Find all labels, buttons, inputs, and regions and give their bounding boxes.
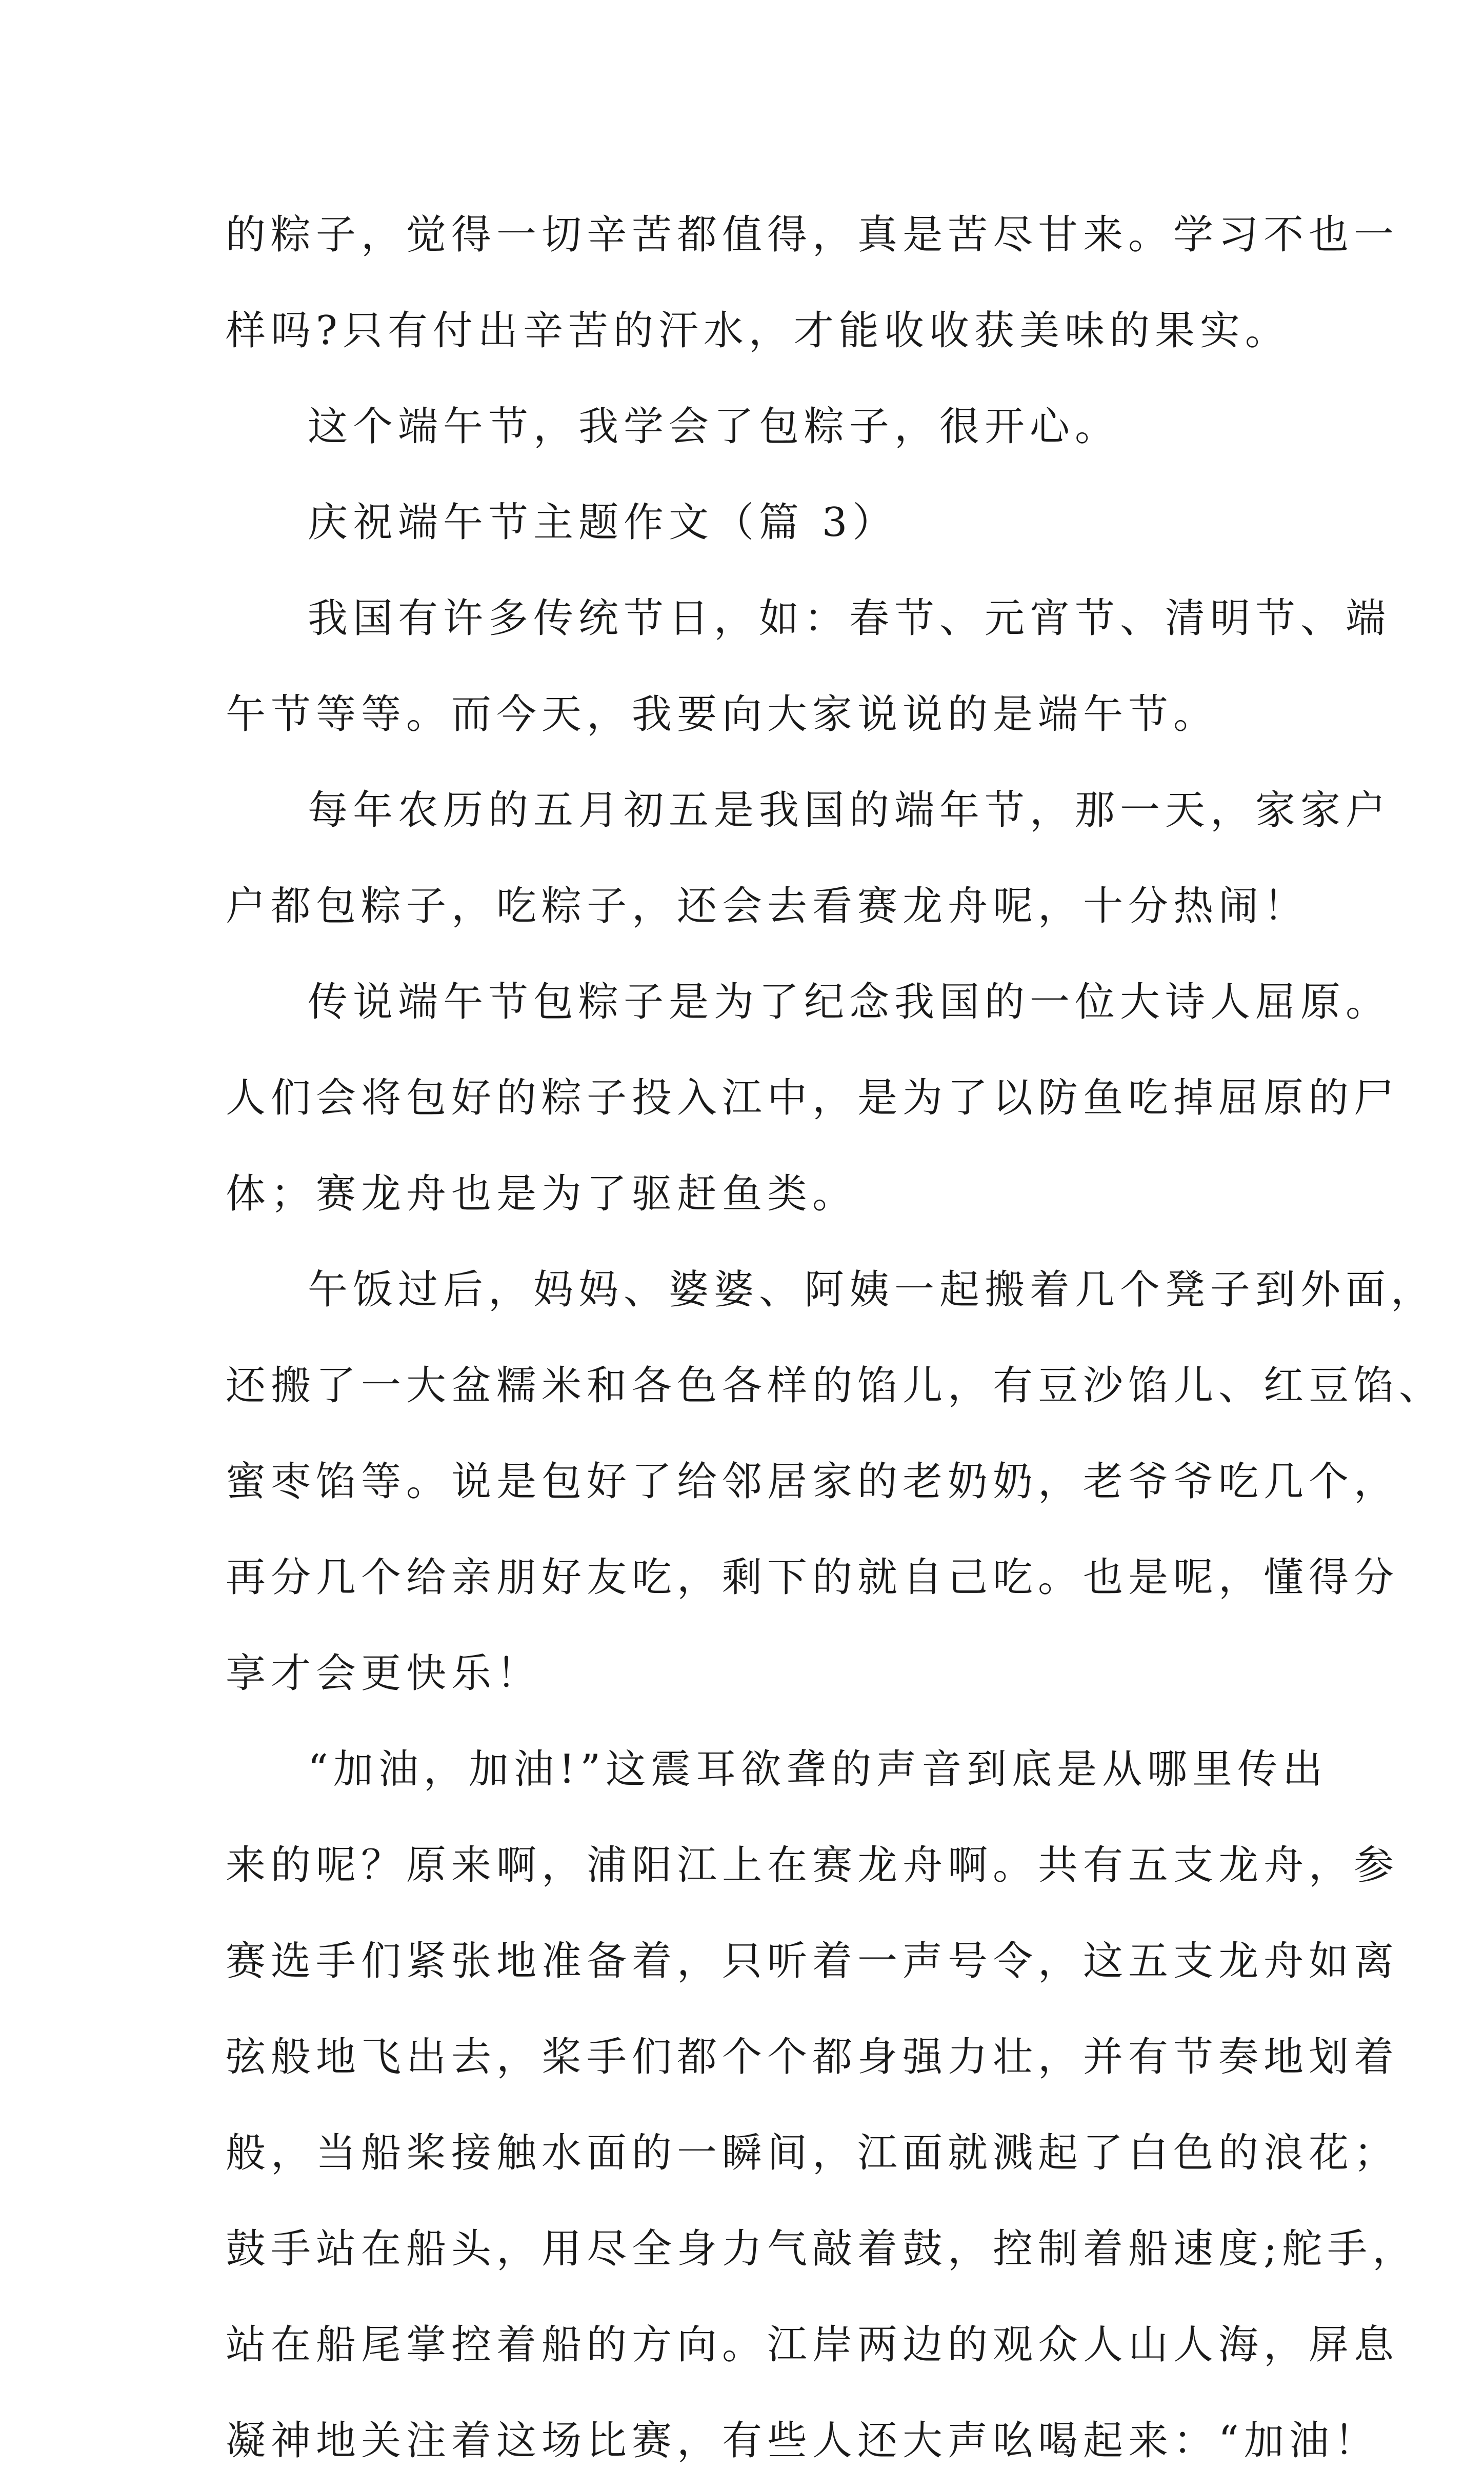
text-line: 站在船尾掌控着船的方向。江岸两边的观众人山人海，屏息 <box>226 2322 1399 2368</box>
paragraph-start-line: 午饭过后，妈妈、婆婆、阿姨一起搬着几个凳子到外面， <box>308 1267 1436 1313</box>
text-line: 鼓手站在船头，用尽全身力气敲着鼓，控制着船速度;舵手， <box>226 2226 1418 2272</box>
paragraph-start-line: 每年农历的五月初五是我国的端年节，那一天，家家户 <box>308 787 1391 833</box>
text-line: 午节等等。而今天，我要向大家说说的是端午节。 <box>226 691 1219 738</box>
section-heading: 庆祝端午节主题作文（篇 3） <box>308 500 898 546</box>
paragraph-start-line: 我国有许多传统节日，如：春节、元宵节、清明节、端 <box>308 595 1391 642</box>
text-line: 般，当船桨接触水面的一瞬间，江面就溅起了白色的浪花； <box>226 2130 1399 2176</box>
document-body <box>226 187 1445 2489</box>
text-line: 赛选手们紧张地准备着，只听着一声号令，这五支龙舟如离 <box>226 1938 1399 1984</box>
text-line: 再分几个给亲朋好友吃，剩下的就自己吃。也是呢，懂得分 <box>226 1555 1399 1601</box>
text-line: 享才会更快乐！ <box>226 1650 542 1697</box>
text-line: 体；赛龙舟也是为了驱赶鱼类。 <box>226 1171 858 1217</box>
text-line: 的粽子，觉得一切辛苦都值得，真是苦尽甘来。学习不也一 <box>226 212 1399 258</box>
paragraph-start-line: 传说端午节包粽子是为了纪念我国的一位大诗人屈原。 <box>308 979 1391 1025</box>
text-line: 样吗?只有付出辛苦的汗水，才能收收获美味的果实。 <box>226 308 1290 354</box>
text-line: 还搬了一大盆糯米和各色各样的馅儿，有豆沙馅儿、红豆馅、 <box>226 1363 1445 1409</box>
text-line: 凝神地关注着这场比赛，有些人还大声吆喝起来：“加油！ <box>226 2418 1379 2464</box>
text-line: 人们会将包好的粽子投入江中，是为了以防鱼吃掉屈原的尸 <box>226 1075 1399 1121</box>
text-line: 弦般地飞出去，桨手们都个个都身强力壮，并有节奏地划着 <box>226 2034 1399 2080</box>
paragraph-start-line: 这个端午节，我学会了包粽子，很开心。 <box>308 404 1120 450</box>
paragraph-start-line: “加油，加油!”这震耳欲聋的声音到底是从哪里传出 <box>308 1746 1328 1793</box>
text-line: 蜜枣馅等。说是包好了给邻居家的老奶奶，老爷爷吃几个， <box>226 1459 1399 1505</box>
text-line: 来的呢？原来啊，浦阳江上在赛龙舟啊。共有五支龙舟，参 <box>226 1842 1399 1888</box>
text-line: 户都包粽子，吃粽子，还会去看赛龙舟呢，十分热闹！ <box>226 883 1309 929</box>
